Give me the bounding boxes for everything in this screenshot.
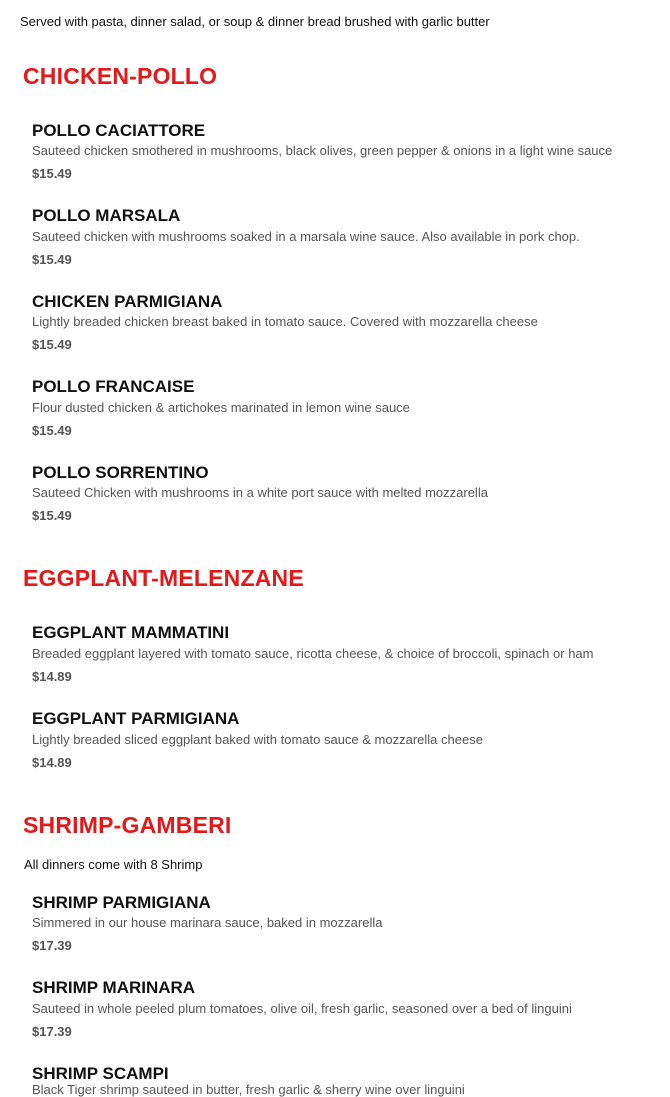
menu-item-price: $15.49: [32, 337, 72, 352]
section-title-chicken: CHICKEN-POLLO: [23, 63, 218, 89]
menu-item-name: SHRIMP SCAMPI: [32, 1064, 169, 1083]
menu-item-name: POLLO SORRENTINO: [32, 463, 209, 482]
menu-item-description: Simmered in our house marinara sauce, baked in mozzarella: [32, 915, 383, 930]
menu-item-description: Sauteed in whole peeled plum tomatoes, olive oil, fresh garlic, seasoned over a bed of linguini: [32, 1001, 572, 1016]
section-title-eggplant: EGGPLANT-MELENZANE: [23, 565, 304, 591]
section-note: All dinners come with 8 Shrimp: [24, 857, 203, 872]
menu-item-description: Flour dusted chicken & artichokes marinated in lemon wine sauce: [32, 400, 410, 415]
menu-item-name: SHRIMP MARINARA: [32, 978, 196, 997]
menu-item-name: EGGPLANT MAMMATINI: [32, 623, 230, 642]
menu-item-name: POLLO FRANCAISE: [32, 377, 195, 396]
menu-item-price: $17.39: [32, 1024, 72, 1039]
menu-item-price: $17.39: [32, 938, 72, 953]
menu-item-description: Sauteed Chicken with mushrooms in a white port sauce with melted mozzarella: [32, 485, 488, 500]
menu-item-description: Sauteed chicken smothered in mushrooms, black olives, green pepper & onions in a light wine sauce: [32, 143, 613, 158]
menu-item-price: $15.49: [32, 508, 72, 523]
menu-item-price: $14.89: [32, 669, 72, 684]
menu-item-price: $14.89: [32, 755, 72, 770]
menu-item-name: EGGPLANT PARMIGIANA: [32, 709, 240, 728]
dinner-intro-text: Served with pasta, dinner salad, or soup & dinner bread brushed with garlic butter: [20, 14, 490, 29]
menu-item-name: CHICKEN PARMIGIANA: [32, 292, 223, 311]
menu-item-name: SHRIMP PARMIGIANA: [32, 893, 211, 912]
menu-item-name: POLLO CACIATTORE: [32, 121, 206, 140]
menu-item-description: Black Tiger shrimp sauteed in butter, fresh garlic & sherry wine over linguini: [32, 1082, 465, 1097]
menu-item-description: Breaded eggplant layered with tomato sauce, ricotta cheese, & choice of broccoli, spinach or ham: [32, 646, 594, 661]
menu-item-name: POLLO MARSALA: [32, 206, 181, 225]
menu-item-description: Sauteed chicken with mushrooms soaked in a marsala wine sauce. Also available in pork chop.: [32, 229, 580, 244]
menu-item-price: $15.49: [32, 166, 72, 181]
menu-item-description: Lightly breaded sliced eggplant baked with tomato sauce & mozzarella cheese: [32, 732, 483, 747]
menu-item-description: Lightly breaded chicken breast baked in tomato sauce. Covered with mozzarella cheese: [32, 314, 538, 329]
menu-item-price: $15.49: [32, 423, 72, 438]
section-title-shrimp: SHRIMP-GAMBERI: [23, 812, 232, 838]
menu-item-price: $15.49: [32, 252, 72, 267]
